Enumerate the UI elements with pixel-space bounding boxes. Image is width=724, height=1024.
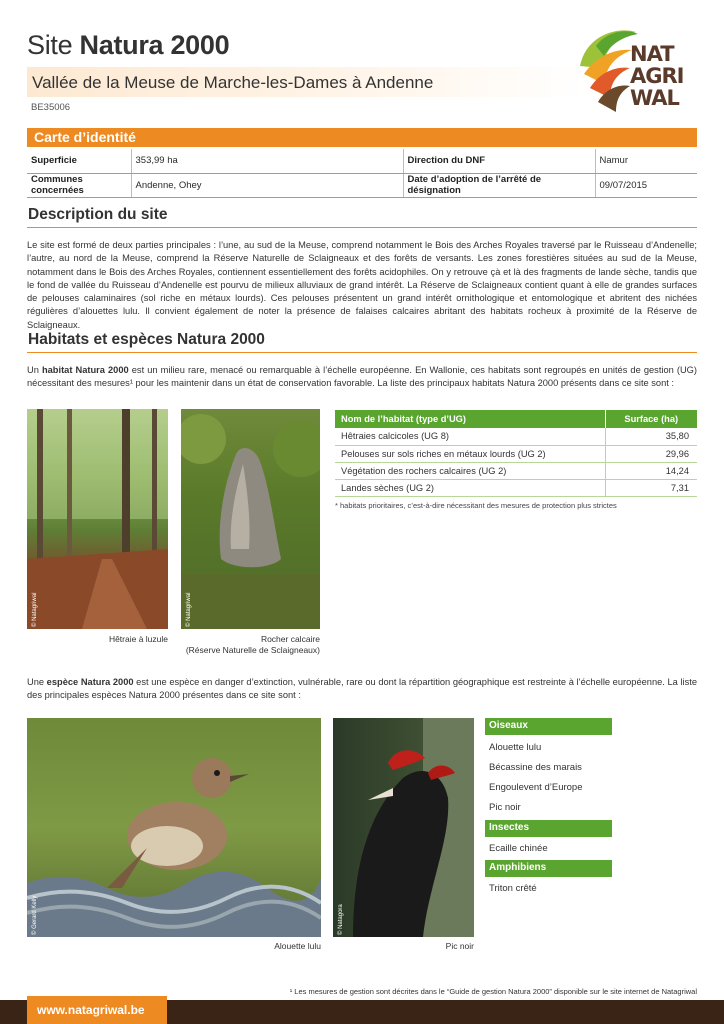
- habitat-area: 35,80: [605, 428, 697, 445]
- woodlark-image: [27, 718, 321, 937]
- photo-credit: © Natagora: [338, 904, 344, 935]
- habitat-name: Landes sèches (UG 2): [335, 479, 605, 496]
- woodlark-photo: [27, 718, 321, 937]
- beech-forest-photo: [27, 409, 168, 629]
- photo-credit: © Natagriwal: [32, 592, 38, 627]
- habitat-name-header: Nom de l’habitat (type d’UG): [335, 410, 605, 428]
- logo-text-agri: AGRI: [630, 64, 684, 88]
- list-item: Engoulevent d’Europe: [489, 782, 583, 793]
- page-title: Site Natura 2000: [27, 30, 230, 60]
- list-item: Bécassine des marais: [489, 762, 582, 773]
- photo-credit: © Natagriwal: [186, 592, 192, 627]
- photo-caption: Alouette lulu: [274, 941, 321, 951]
- table-row: [335, 479, 697, 496]
- table-row: [335, 428, 697, 445]
- footnote: ¹ Les mesures de gestion sont décrites dans le “Guide de gestion Natura 2000” disponible sur le site internet de Natagriwal: [289, 987, 697, 996]
- black-woodpecker-photo: [333, 718, 474, 937]
- list-item: Ecaille chinée: [489, 843, 548, 854]
- habitat-area: 7,31: [605, 479, 697, 496]
- divider: [27, 227, 697, 228]
- site-code: BE35006: [31, 102, 71, 113]
- dnf-value: Namur: [595, 149, 697, 173]
- communes-label: Communes concernées: [27, 173, 131, 197]
- surface-value: 353,99 ha: [131, 149, 403, 173]
- identity-heading-bar: [27, 128, 697, 147]
- species-group-birds: Oiseaux: [485, 718, 612, 735]
- habitat-name: Végétation des rochers calcaires (UG 2): [335, 462, 605, 479]
- description-heading: Description du site: [28, 206, 168, 223]
- habitat-area-header: Surface (ha): [605, 410, 697, 428]
- site-name: Vallée de la Meuse de Marche-les-Dames à Andenne: [32, 73, 434, 92]
- beech-forest-image: [27, 409, 168, 629]
- description-text: Le site est formé de deux parties principales : l’une, au sud de la Meuse, comprend notamment le Bois des Arches Royales traversé par le Ruisseau d’Andenelle; l’autre, au nord de la Meuse, comprend la Réserve Naturelle de Sclaigneaux et des forêts de versants. Les zones forestières situées au sud de la Meuse, notamment dans le Bois des Arches Royales, contiennent essentiellement des forêts acidophiles. On y retrouve çà et là des fragments de lande sèche, tandis que le fond de vallée du Ruisseau d’Andenelle est pourvu de milieux alluviaux de grand intérêt. La Réserve de Sclaigneaux contient quant à elle de grandes surfaces de pelouses calaminaires (sol riche en métaux lourds). Ces pelouses présentent un grand intérêt ornithologique et entomologique et abritent des nichées régulières d’alouettes lulu. Il convient également de noter la présence de falaises calcaires abritant des habitats rocheux à proximité de la Réserve de Sclaigneaux.: [27, 240, 697, 330]
- limestone-rock-photo: [181, 409, 320, 629]
- habitats-heading: Habitats et espèces Natura 2000: [28, 331, 265, 348]
- table-row: [335, 462, 697, 479]
- photo-credit: © Gerard Kelly: [32, 895, 38, 935]
- dnf-label: Direction du DNF: [403, 149, 595, 173]
- habitat-name: Pelouses sur sols riches en métaux lourds (UG 2): [335, 445, 605, 462]
- habitat-area: 29,96: [605, 445, 697, 462]
- habitat-area: 14,24: [605, 462, 697, 479]
- photo-caption: Hêtraie à luzule: [108, 634, 168, 644]
- habitats-note: * habitats prioritaires, c’est-à-dire nécessitant des mesures de protection plus strictes: [335, 501, 617, 510]
- adoption-date-label: Date d’adoption de l’arrêté de désignation: [403, 173, 595, 197]
- surface-label: Superficie: [27, 149, 131, 173]
- communes-value: Andenne, Ohey: [131, 173, 403, 197]
- table-row: [27, 173, 697, 197]
- list-item: Triton crêté: [489, 883, 537, 894]
- species-intro: Une espèce Natura 2000 est une espèce en danger d’extinction, vulnérable, rare ou dont la répartition géographique est restreinte à l’échelle européenne. La liste des principales espèces Natura 2000 présentes dans ce site sont :: [27, 677, 697, 701]
- table-row: [335, 445, 697, 462]
- species-group-amphibians: Amphibiens: [485, 860, 612, 877]
- species-group-insects: Insectes: [485, 820, 612, 837]
- photo-caption: Pic noir: [445, 941, 474, 951]
- habitat-name: Hêtraies calcicoles (UG 8): [335, 428, 605, 445]
- divider: [27, 352, 697, 353]
- identity-heading: Carte d’identité: [34, 129, 136, 145]
- black-woodpecker-image: [333, 718, 474, 937]
- habitats-table: [335, 410, 697, 497]
- photo-caption: Rocher calcaire (Réserve Naturelle de Sclaigneaux): [185, 634, 320, 655]
- website-link[interactable]: www.natagriwal.be: [27, 996, 167, 1024]
- habitats-intro: Un habitat Natura 2000 est un milieu rare, menacé ou remarquable à l’échelle européenne. En Wallonie, ces habitats sont regroupés en unités de gestion (UG) nécessitant des mesures¹ pour les maintenir dans un état de conservation favorable. La liste des principaux habitats Natura 2000 présents dans ce site sont :: [27, 365, 697, 389]
- logo-text-nat: NAT: [630, 42, 674, 66]
- identity-table: [27, 149, 697, 198]
- table-header-row: [335, 410, 697, 428]
- adoption-date-value: 09/07/2015: [595, 173, 697, 197]
- limestone-rock-image: [181, 409, 320, 629]
- logo-text-wal: WAL: [630, 86, 679, 110]
- list-item: Pic noir: [489, 802, 521, 813]
- table-row: [27, 149, 697, 173]
- list-item: Alouette lulu: [489, 742, 542, 753]
